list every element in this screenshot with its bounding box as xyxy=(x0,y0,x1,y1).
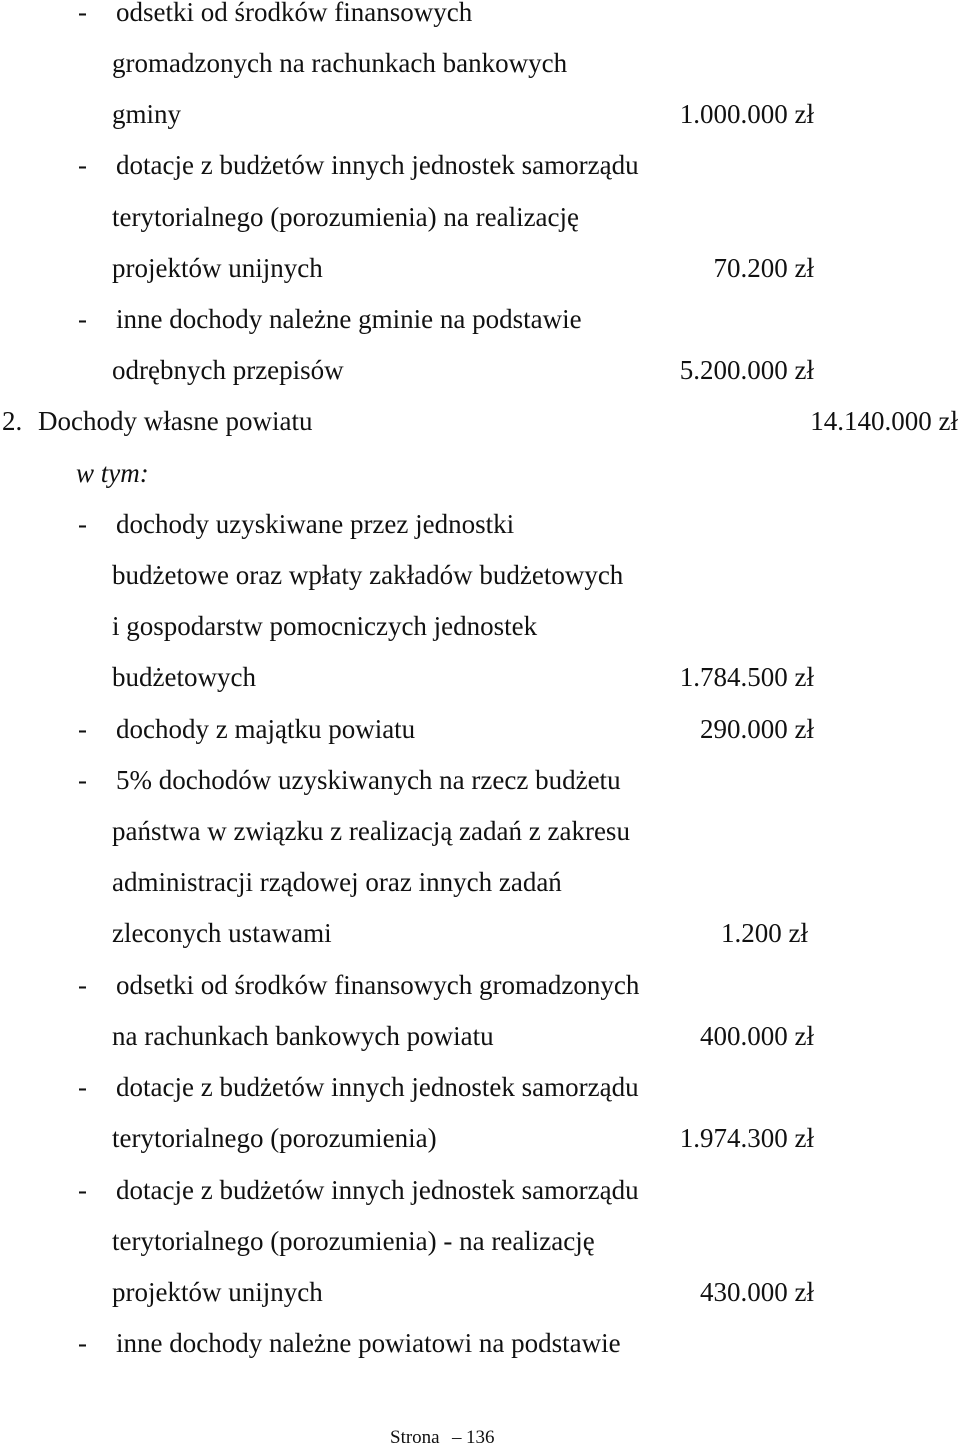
section-intro xyxy=(0,453,960,493)
list-item xyxy=(0,1067,960,1107)
item-text: projektów unijnych xyxy=(112,1277,323,1307)
item-text: budżetowe oraz wpłaty zakładów budżetowych xyxy=(112,560,624,590)
bullet-dash: - xyxy=(78,1072,87,1102)
bullet-dash: - xyxy=(78,509,87,539)
page-label: Strona xyxy=(390,1427,440,1448)
list-item-continuation xyxy=(0,1272,960,1312)
list-item-continuation xyxy=(0,913,960,953)
list-item-continuation xyxy=(0,197,960,237)
item-text: administracji rządowej oraz innych zadań xyxy=(112,867,562,897)
amount: 70.200 zł xyxy=(713,253,814,283)
item-text: zleconych ustawami xyxy=(112,918,332,948)
list-item xyxy=(0,709,960,749)
item-text: terytorialnego (porozumienia) - na realizację xyxy=(112,1226,595,1256)
list-item-continuation xyxy=(0,862,960,902)
item-text: państwa w związku z realizacją zadań z zakresu xyxy=(112,816,630,846)
amount: 290.000 zł xyxy=(700,714,814,744)
page-separator: – xyxy=(452,1427,462,1448)
list-item xyxy=(0,504,960,544)
item-text: gminy xyxy=(112,99,182,129)
item-text: budżetowych xyxy=(112,662,256,692)
item-text: na rachunkach bankowych powiatu xyxy=(112,1021,494,1051)
list-item-continuation xyxy=(0,657,960,697)
section-total: 14.140.000 zł xyxy=(810,406,958,436)
item-text: odsetki od środków finansowych xyxy=(116,0,473,27)
list-item-continuation xyxy=(0,94,960,134)
item-text: projektów unijnych xyxy=(112,253,323,283)
item-text: dotacje z budżetów innych jednostek samorządu xyxy=(116,150,639,180)
intro-text: w tym: xyxy=(76,458,149,488)
section-heading xyxy=(0,401,960,441)
page-number: 136 xyxy=(466,1427,495,1448)
list-item-continuation xyxy=(0,555,960,595)
item-text: 5% dochodów uzyskiwanych na rzecz budżetu xyxy=(116,765,621,795)
amount: 5.200.000 zł xyxy=(679,355,814,385)
list-item-continuation xyxy=(0,1221,960,1261)
item-text: i gospodarstw pomocniczych jednostek xyxy=(112,611,538,641)
item-text: dotacje z budżetów innych jednostek samorządu xyxy=(116,1072,639,1102)
bullet-dash: - xyxy=(78,714,87,744)
list-item-continuation xyxy=(0,248,960,288)
item-text: inne dochody należne powiatowi na podstawie xyxy=(116,1328,621,1358)
list-item xyxy=(0,145,960,185)
amount: 1.784.500 zł xyxy=(679,662,814,692)
bullet-dash: - xyxy=(78,970,87,1000)
item-text: odsetki od środków finansowych gromadzonych xyxy=(116,970,640,1000)
item-text: dochody uzyskiwane przez jednostki xyxy=(116,509,515,539)
item-text: odrębnych przepisów xyxy=(112,355,344,385)
section-number: 2. xyxy=(2,406,23,436)
bullet-dash: - xyxy=(78,1328,87,1358)
bullet-dash: - xyxy=(78,0,87,27)
section-title: Dochody własne powiatu xyxy=(38,406,313,436)
list-item-continuation xyxy=(0,811,960,851)
item-text: dotacje z budżetów innych jednostek samorządu xyxy=(116,1175,639,1205)
list-item xyxy=(0,1170,960,1210)
item-text: terytorialnego (porozumienia) xyxy=(112,1123,437,1153)
list-item-continuation xyxy=(0,1016,960,1056)
amount: 400.000 zł xyxy=(700,1021,814,1051)
bullet-dash: - xyxy=(78,1175,87,1205)
item-text: inne dochody należne gminie na podstawie xyxy=(116,304,582,334)
item-text: dochody z majątku powiatu xyxy=(116,714,416,744)
amount: 1.000.000 zł xyxy=(679,99,814,129)
list-item xyxy=(0,299,960,339)
list-item-continuation xyxy=(0,350,960,390)
amount: 1.974.300 zł xyxy=(679,1123,814,1153)
list-item xyxy=(0,760,960,800)
list-item-continuation xyxy=(0,606,960,646)
list-item xyxy=(0,965,960,1005)
list-item-continuation xyxy=(0,1118,960,1158)
list-item-continuation xyxy=(0,43,960,83)
list-item xyxy=(0,1323,960,1363)
bullet-dash: - xyxy=(78,304,87,334)
item-text: gromadzonych na rachunkach bankowych xyxy=(112,48,568,78)
bullet-dash: - xyxy=(78,765,87,795)
bullet-dash: - xyxy=(78,150,87,180)
amount: 1.200 zł xyxy=(721,918,808,948)
list-item xyxy=(0,0,960,32)
amount: 430.000 zł xyxy=(700,1277,814,1307)
item-text: terytorialnego (porozumienia) na realizację xyxy=(112,202,580,232)
